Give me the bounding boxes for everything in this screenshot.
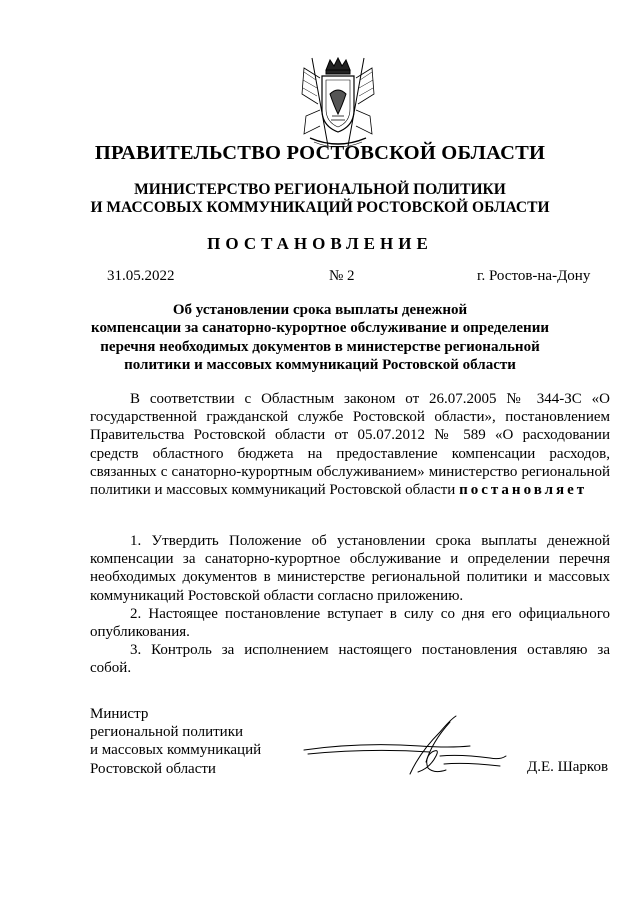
preamble-text: В соответствии с Областным законом от 26.07.2005 № 344-ЗС «О государственной гражданской службе Ростовской области», постановлением Правительства Ростовской области от 05.07.2012 № 589 «О расходовании средств областного бюджета на предоставление компенсации расходов, связанных с санаторно-курортным обслуживанием» министерство региональной политики и массовых коммуникаций Ростовской области (90, 391, 610, 499)
preamble-paragraph (90, 390, 610, 499)
government-title: ПРАВИТЕЛЬСТВО РОСТОВСКОЙ ОБЛАСТИ (94, 142, 546, 164)
document-date: 31.05.2022 (107, 268, 175, 284)
signatory-title-line3: и массовых коммуникаций (90, 742, 262, 759)
document-type: ПОСТАНОВЛЕНИЕ (207, 234, 433, 253)
subject-line1: Об установлении срока выплаты денежной (172, 302, 468, 318)
subject-line3: перечня необходимых документов в министерстве региональной (100, 338, 540, 355)
document-place: г. Ростов-на-Дону (477, 268, 591, 284)
signatory-title-line2: региональной политики (90, 724, 244, 741)
signatory-title-line4: Ростовской области (90, 760, 216, 777)
ministry-name-line2: И МАССОВЫХ КОММУНИКАЦИЙ РОСТОВСКОЙ ОБЛАСТИ (90, 199, 550, 216)
ministry-name (0, 181, 640, 217)
resolves-word: постановляет (459, 482, 588, 499)
document-subject (0, 301, 640, 374)
decree-item-2: 2. Настоящее постановление вступает в силу со дня его официального опубликования. (90, 605, 610, 641)
decree-item-3: 3. Контроль за исполнением настоящего постановления оставляю за собой. (90, 642, 610, 677)
signatory-name: Д.Е. Шарков (527, 759, 609, 775)
document-number: № 2 (329, 268, 355, 284)
subject-line2: компенсации за санаторно-курортное обслуживание и определении (91, 320, 549, 337)
ministry-name-line1: МИНИСТЕРСТВО РЕГИОНАЛЬНОЙ ПОЛИТИКИ (134, 181, 506, 198)
subject-line4: политики и массовых коммуникаций Ростовской области (124, 356, 516, 373)
decree-item-1: 1. Утвердить Положение об установлении срока выплаты денежной компенсации за санаторно-курортное обслуживание и определении перечня необходимых документов в министерстве региональной политики и массовых коммуникаций Ростовской области согласно приложению. (90, 533, 610, 604)
handwritten-signature (300, 712, 510, 787)
decree-items (90, 532, 610, 678)
coat-of-arms-emblem (298, 54, 378, 150)
signatory-title-line1: Министр (90, 706, 149, 722)
signatory-title (90, 705, 261, 778)
